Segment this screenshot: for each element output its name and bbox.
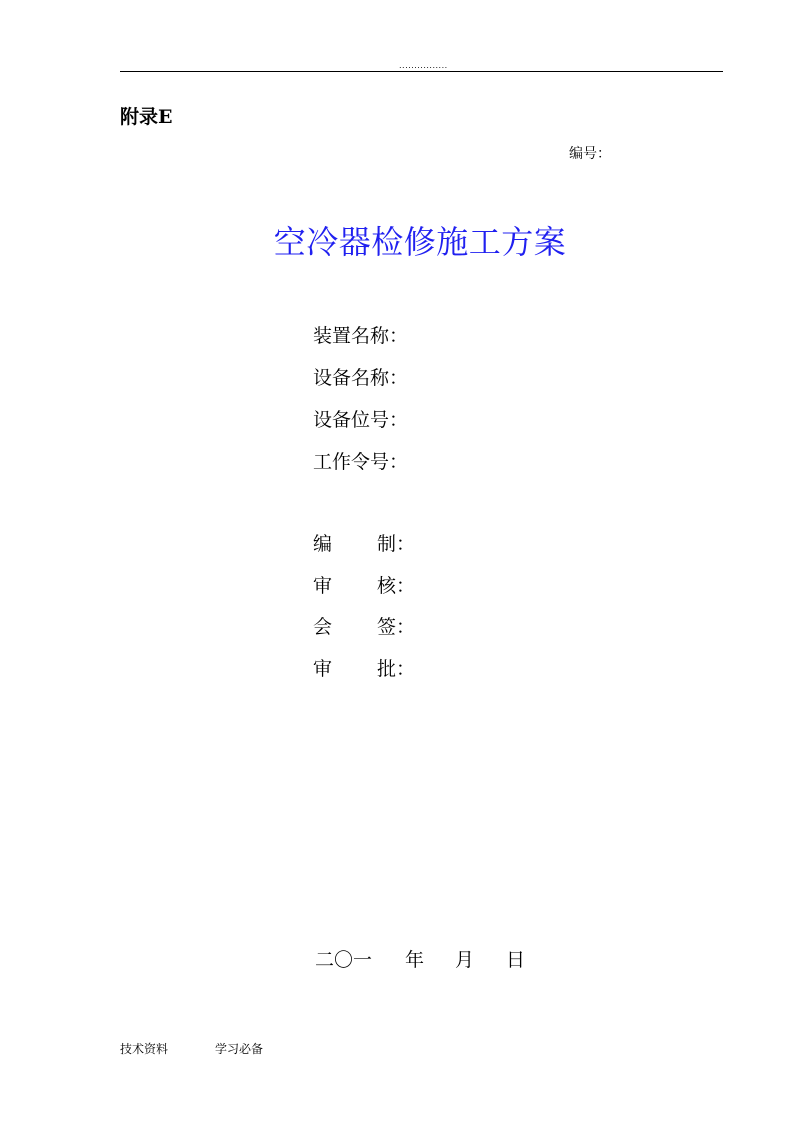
document-title: 空冷器检修施工方案	[273, 223, 567, 261]
date-year-prefix: 二〇一	[315, 949, 373, 971]
serial-number-label: 编号：	[569, 146, 611, 162]
info-fields	[313, 324, 408, 492]
sign-label-left: 编	[313, 533, 333, 555]
field-work-order: 工作令号：	[313, 451, 409, 473]
date-day-label: 日	[506, 949, 526, 971]
field-equipment-tag: 设备位号：	[313, 409, 409, 431]
appendix-label: 附录E	[120, 106, 173, 128]
sign-label-left: 审	[313, 574, 333, 597]
date-line	[315, 948, 525, 972]
header-dots: ................	[399, 61, 448, 70]
field-equipment-name: 设备名称：	[313, 367, 409, 389]
sign-label-right: 核：	[377, 574, 416, 597]
footer-right-text: 学习必备	[215, 1042, 264, 1056]
sign-row-countersigned	[313, 615, 415, 639]
date-month-label: 月	[455, 949, 475, 971]
sign-label-left: 审	[313, 657, 333, 680]
sign-label-right: 批：	[377, 657, 416, 680]
header-rule	[120, 71, 723, 72]
footer-left-text: 技术资料	[120, 1042, 169, 1056]
sign-row-reviewed	[313, 574, 415, 598]
date-year-label: 年	[405, 949, 425, 971]
sign-row-approved	[313, 657, 415, 681]
sign-row-prepared	[313, 532, 415, 556]
field-unit-name: 装置名称：	[313, 325, 409, 347]
sign-label-right: 制：	[377, 533, 416, 555]
signature-block	[313, 532, 415, 698]
sign-label-right: 签：	[377, 616, 416, 638]
sign-label-left: 会	[313, 616, 333, 638]
